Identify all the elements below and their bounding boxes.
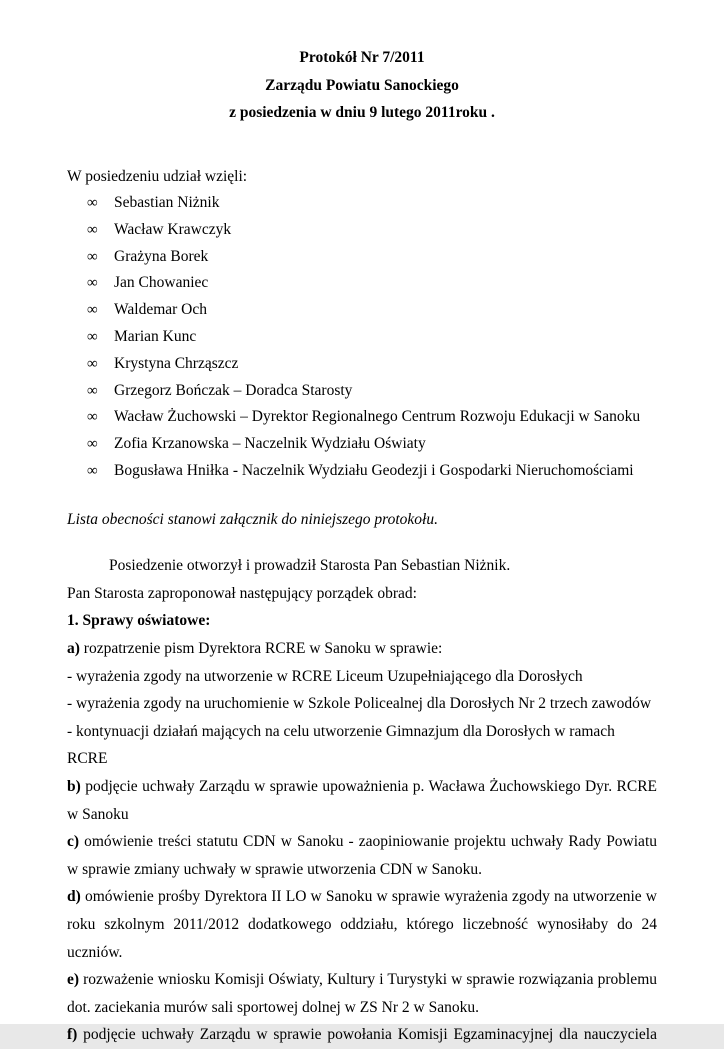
attendee-name: Zofia Krzanowska – Naczelnik Wydziału Oświaty [114, 435, 426, 453]
list-item [67, 270, 657, 297]
paragraph [67, 828, 657, 883]
title-line: Protokół Nr 7/2011 [299, 49, 425, 66]
text-run: podjęcie uchwały Zarządu w sprawie powołania Komisji Egzaminacyjnej dla nauczyciela [77, 1026, 657, 1044]
list-item [67, 297, 657, 324]
paragraph [67, 552, 657, 580]
title-line: Zarządu Powiatu Sanockiego [265, 76, 459, 94]
text-run: rozważenie wniosku Komisji Oświaty, Kultury i Turystyki w sprawie rozwiązania problemu dot. zaciekania murów sali sportowej dolnej w ZS Nr 2 w Sanoku. [67, 971, 657, 1016]
list-item [67, 431, 657, 458]
body-paragraphs [67, 552, 657, 1049]
attendee-name: Bogusława Hniłka - Naczelnik Wydziału Geodezji i Gospodarki Nieruchomościami [114, 461, 634, 479]
list-item [67, 378, 657, 405]
infinity-bullet-icon: ∞ [87, 382, 98, 399]
document-title [67, 44, 657, 127]
attendee-name: Grzegorz Bończak – Doradca Starosty [114, 381, 353, 399]
text-run: Pan Starosta zaproponował następujący porządek obrad: [67, 584, 417, 602]
text-run: - wyrażenia zgody na utworzenie w RCRE Liceum Uzupełniającego dla Dorosłych [67, 667, 583, 685]
attendee-name: Marian Kunc [114, 327, 197, 345]
infinity-bullet-icon: ∞ [87, 436, 98, 453]
infinity-bullet-icon: ∞ [87, 355, 98, 372]
list-item [67, 324, 657, 351]
list-item [67, 190, 657, 217]
paragraph [67, 580, 657, 608]
paragraph [67, 883, 657, 966]
paragraph [67, 966, 657, 1021]
infinity-bullet-icon: ∞ [87, 462, 98, 479]
infinity-bullet-icon: ∞ [87, 275, 98, 292]
bold-run: b) [67, 778, 81, 796]
text-run: omówienie treści statutu CDN w Sanoku - zaopiniowanie projektu uchwały Rady Powiatu w sprawie zmiany uchwały w sprawie utworzenia CDN w Sanoku. [67, 833, 657, 878]
infinity-bullet-icon: ∞ [87, 248, 98, 265]
paragraph [67, 718, 657, 773]
text-run: Posiedzenie otworzył i prowadził Starosta Pan Sebastian Niżnik. [109, 557, 511, 575]
attendee-name: Wacław Żuchowski – Dyrektor Regionalnego Centrum Rozwoju Edukacji w Sanoku [114, 408, 641, 426]
title-line: z posiedzenia w dniu 9 lutego 2011roku . [229, 104, 495, 121]
infinity-bullet-icon: ∞ [87, 328, 98, 345]
list-item [67, 458, 657, 485]
paragraph [67, 635, 657, 663]
paragraph [67, 690, 657, 718]
paragraph [67, 773, 657, 828]
list-item [67, 404, 657, 431]
bold-run: 1. Sprawy oświatowe: [67, 612, 211, 630]
bold-run: d) [67, 888, 81, 906]
intro-text: W posiedzeniu udział wzięli: [67, 167, 248, 185]
attendee-name: Jan Chowaniec [114, 274, 209, 292]
infinity-bullet-icon: ∞ [87, 221, 98, 238]
attendees-list [67, 190, 657, 485]
bold-run: a) [67, 640, 80, 658]
text-run: rozpatrzenie pism Dyrektora RCRE w Sanoku w sprawie: [79, 640, 443, 658]
bold-run: e) [67, 971, 80, 989]
attendee-name: Sebastian Niżnik [114, 194, 220, 211]
paragraph [67, 607, 657, 635]
bold-run: f) [67, 1026, 78, 1044]
infinity-bullet-icon: ∞ [87, 195, 98, 211]
attendee-name: Waldemar Och [114, 301, 207, 319]
attachment-note: Lista obecności stanowi załącznik do niniejszego protokołu. [67, 510, 438, 528]
text-run: - kontynuacji działań mających na celu utworzenie Gimnazjum dla Dorosłych w ramach RCRE [67, 722, 615, 768]
bold-run: c) [67, 833, 80, 851]
attendee-name: Grażyna Borek [114, 247, 209, 265]
paragraph [67, 663, 657, 691]
text-run: - wyrażenia zgody na uruchomienie w Szkole Policealnej dla Dorosłych Nr 2 trzech zawodów [67, 695, 652, 713]
paragraph [67, 1021, 657, 1049]
attendee-name: Krystyna Chrząszcz [114, 354, 239, 372]
infinity-bullet-icon: ∞ [87, 302, 98, 319]
list-item [67, 351, 657, 378]
list-item [67, 217, 657, 244]
attendee-name: Wacław Krawczyk [114, 220, 232, 238]
infinity-bullet-icon: ∞ [87, 409, 98, 426]
text-run: omówienie prośby Dyrektora II LO w Sanoku w sprawie wyrażenia zgody na utworzenie w roku szkolnym 2011/2012 dodatkowego oddziału, którego liczebność wynosiłaby do 24 uczniów. [67, 888, 657, 961]
list-item [67, 244, 657, 271]
text-run: podjęcie uchwały Zarządu w sprawie upoważnienia p. Wacława Żuchowskiego Dyr. RCRE w Sanoku [67, 778, 657, 823]
